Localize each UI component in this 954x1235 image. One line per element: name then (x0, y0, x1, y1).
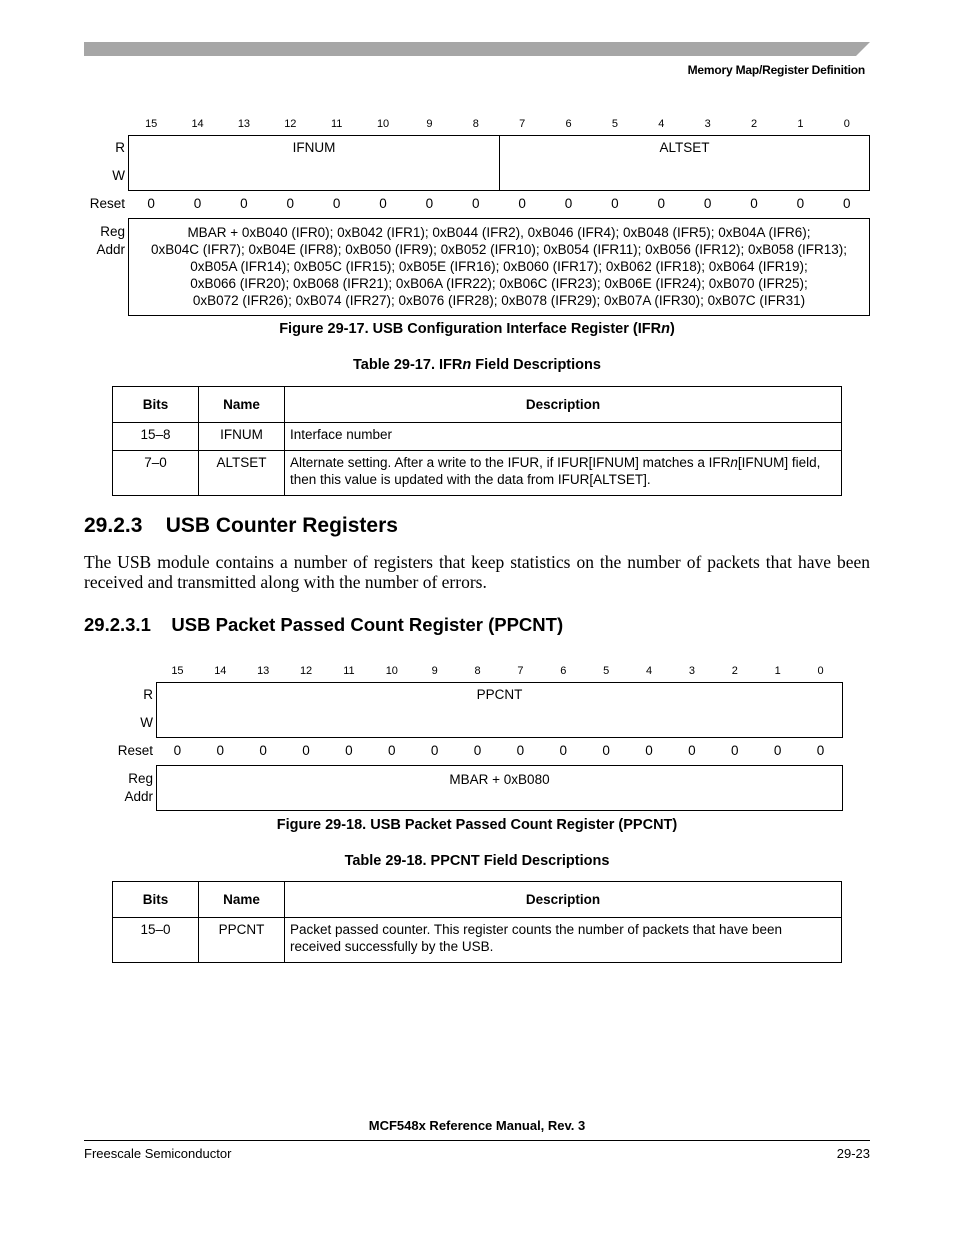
reset-bit: 0 (379, 196, 387, 211)
field-table-ppcnt (112, 881, 842, 963)
bit-number: 14 (214, 665, 227, 677)
section-body-29-2-3: The USB module contains a number of registers that keep statistics on the number of packets that have been received and transmitted along with the number of errors. (84, 552, 870, 592)
row-label-reset: Reset (89, 196, 125, 211)
bit-number: 3 (704, 118, 711, 130)
reset-bit: 0 (216, 743, 225, 758)
section-heading-29-2-3: 29.2.3 USB Counter Registers (84, 514, 398, 537)
header-bar (84, 42, 870, 56)
bit-number: 0 (817, 665, 824, 677)
reset-bit: 0 (611, 196, 619, 211)
cell-bits: 7–0 (113, 451, 199, 496)
bit-number: 0 (843, 118, 850, 130)
table-header-row (113, 387, 842, 423)
register-address-fig17 (128, 224, 870, 309)
table-header-row (113, 882, 842, 918)
reset-bit: 0 (796, 196, 805, 211)
bit-number: 15 (145, 118, 158, 130)
bit-number: 3 (688, 665, 695, 677)
bit-number: 2 (731, 665, 738, 677)
header-bits: Bits (113, 387, 199, 423)
reset-bit: 0 (645, 743, 653, 758)
bit-number: 5 (603, 665, 610, 677)
bit-number: 6 (565, 118, 572, 130)
header-name: Name (199, 882, 285, 918)
bit-number: 11 (343, 665, 355, 677)
reset-bit: 0 (472, 196, 480, 211)
field-name-altset: ALTSET (659, 140, 710, 155)
caption-text: Figure 29-17. USB Configuration Interface Register (IFR (279, 321, 662, 337)
desc-text: [IFNUM] field, then this value is updated with the data from IFUR[ALTSET]. (290, 455, 821, 487)
reset-bit: 0 (345, 743, 353, 758)
table-title-29-17 (0, 357, 954, 373)
cell-bits: 15–8 (113, 423, 199, 451)
bit-number: 7 (519, 118, 526, 130)
address-line: 0xB04C (IFR7); 0xB04E (IFR8); 0xB050 (IFR9); 0xB052 (IFR10); 0xB054 (IFR11); 0xB056 (IFR12); 0xB058 (IFR13); (150, 242, 847, 257)
field-name-ppcnt: PPCNT (476, 687, 523, 702)
address-line: MBAR + 0xB040 (IFR0); 0xB042 (IFR1); 0xB044 (IFR2), 0xB046 (IFR4); 0xB048 (IFR5); 0xB04A (IFR6); (187, 225, 811, 240)
table-row (113, 451, 842, 496)
bit-number: 5 (611, 118, 618, 130)
reset-bit: 0 (750, 196, 758, 211)
row-label-reg: Reg (100, 224, 125, 239)
cell-description (285, 451, 842, 496)
desc-text: Alternate setting. After a write to the IFUR, if IFUR[IFNUM] matches a IFR (290, 455, 731, 470)
header-bits: Bits (113, 882, 199, 918)
cell-bits: 15–0 (113, 918, 199, 963)
field-table-ifrn (112, 386, 842, 496)
footer-page-number: 29-23 (836, 1146, 870, 1161)
header-description: Description (285, 882, 842, 918)
caption-text: ) (669, 321, 675, 337)
header-name: Name (199, 387, 285, 423)
reset-bit: 0 (193, 196, 202, 211)
address-line: 0xB05A (IFR14); 0xB05C (IFR15); 0xB05E (IFR16); 0xB060 (IFR17); 0xB062 (IFR18); 0xB064 (IFR19); (190, 259, 808, 274)
reset-bit: 0 (332, 196, 341, 211)
reset-bit: 0 (430, 743, 439, 758)
reset-bit: 0 (602, 743, 610, 758)
bit-number: 9 (431, 665, 438, 677)
reset-bit: 0 (688, 743, 696, 758)
footer-rule (84, 1140, 870, 1141)
title-text: Field Descriptions (471, 357, 601, 373)
reset-bit: 0 (388, 743, 396, 758)
bit-number: 10 (385, 665, 398, 677)
bit-number: 15 (171, 665, 184, 677)
reset-bit: 0 (302, 743, 310, 758)
caption-italic: n (661, 321, 670, 337)
row-label-r: R (115, 140, 125, 155)
reset-bit: 0 (731, 743, 739, 758)
bit-number: 4 (646, 665, 653, 677)
bit-number: 12 (299, 665, 313, 677)
bit-number: 6 (560, 665, 567, 677)
bit-number: 8 (472, 118, 479, 130)
bit-number: 7 (517, 665, 524, 677)
bit-number: 13 (257, 665, 270, 677)
reset-bit: 0 (425, 196, 434, 211)
reset-bit: 0 (816, 743, 825, 758)
bit-number: 11 (330, 118, 343, 130)
register-address-fig18: MBAR + 0xB080 (449, 772, 550, 787)
footer-manual-title: MCF548x Reference Manual, Rev. 3 (368, 1118, 586, 1133)
header-description: Description (285, 387, 842, 423)
reset-bit: 0 (518, 196, 526, 211)
address-line: 0xB072 (IFR26); 0xB074 (IFR27); 0xB076 (IFR28); 0xB078 (IFR29); 0xB07A (IFR30); 0xB07C (IFR31) (192, 293, 806, 308)
bit-number: 1 (774, 665, 781, 677)
field-name-ifnum: IFNUM (292, 140, 336, 155)
running-header: Memory Map/Register Definition (687, 63, 865, 77)
title-text: Table 29-17. IFR (353, 357, 463, 373)
reset-bit: 0 (286, 196, 295, 211)
reset-bit: 0 (240, 196, 248, 211)
bit-number: 4 (658, 118, 665, 130)
cell-description: Interface number (285, 423, 842, 451)
bit-number: 10 (376, 118, 390, 130)
row-label-w: W (112, 168, 125, 183)
row-label-addr: Addr (96, 242, 125, 257)
bit-number: 1 (797, 118, 804, 130)
bit-numbers-fig18 (156, 665, 842, 677)
footer-company: Freescale Semiconductor (84, 1146, 232, 1161)
table-title-29-18: Table 29-18. PPCNT Field Descriptions (344, 853, 610, 869)
section-heading-29-2-3-1: 29.2.3.1 USB Packet Passed Count Register (PPCNT) (84, 614, 564, 635)
reset-bit: 0 (843, 196, 851, 211)
bit-number: 9 (426, 118, 433, 130)
reset-bit: 0 (516, 743, 525, 758)
bit-numbers-fig17 (128, 118, 870, 130)
figure-caption-29-18: Figure 29-18. USB Packet Passed Count Register (PPCNT) (276, 817, 678, 833)
reset-bit: 0 (473, 743, 482, 758)
figure-caption-29-17 (0, 321, 954, 337)
bit-number: 13 (237, 118, 251, 130)
reset-bit: 0 (559, 743, 568, 758)
table-row (113, 423, 842, 451)
desc-italic: n (730, 455, 738, 470)
reset-values-fig18 (156, 743, 842, 758)
reset-bit: 0 (773, 743, 782, 758)
bit-number: 12 (284, 118, 297, 130)
reset-bit: 0 (657, 196, 666, 211)
bit-number: 8 (474, 665, 481, 677)
row-label-reset: Reset (117, 743, 153, 758)
bit-number: 14 (191, 118, 204, 130)
row-label-r: R (143, 687, 153, 702)
address-line: 0xB066 (IFR20); 0xB068 (IFR21); 0xB06A (IFR22); 0xB06C (IFR23); 0xB06E (IFR24); 0xB070 (IFR25); (190, 276, 808, 291)
bit-number: 2 (751, 118, 758, 130)
row-label-addr: Addr (124, 789, 153, 804)
cell-name: ALTSET (199, 451, 285, 496)
row-label-w: W (140, 715, 153, 730)
reset-bit: 0 (259, 743, 267, 758)
title-italic: n (462, 357, 472, 373)
cell-description: Packet passed counter. This register counts the number of packets that have been received successfully by the USB. (285, 918, 842, 963)
row-label-reg: Reg (128, 771, 153, 786)
cell-name: PPCNT (199, 918, 285, 963)
reset-values-fig17 (128, 196, 870, 211)
cell-name: IFNUM (199, 423, 285, 451)
reset-bit: 0 (703, 196, 712, 211)
table-row (113, 918, 842, 963)
reset-bit: 0 (173, 743, 182, 758)
reset-bit: 0 (147, 196, 155, 211)
reset-bit: 0 (564, 196, 573, 211)
